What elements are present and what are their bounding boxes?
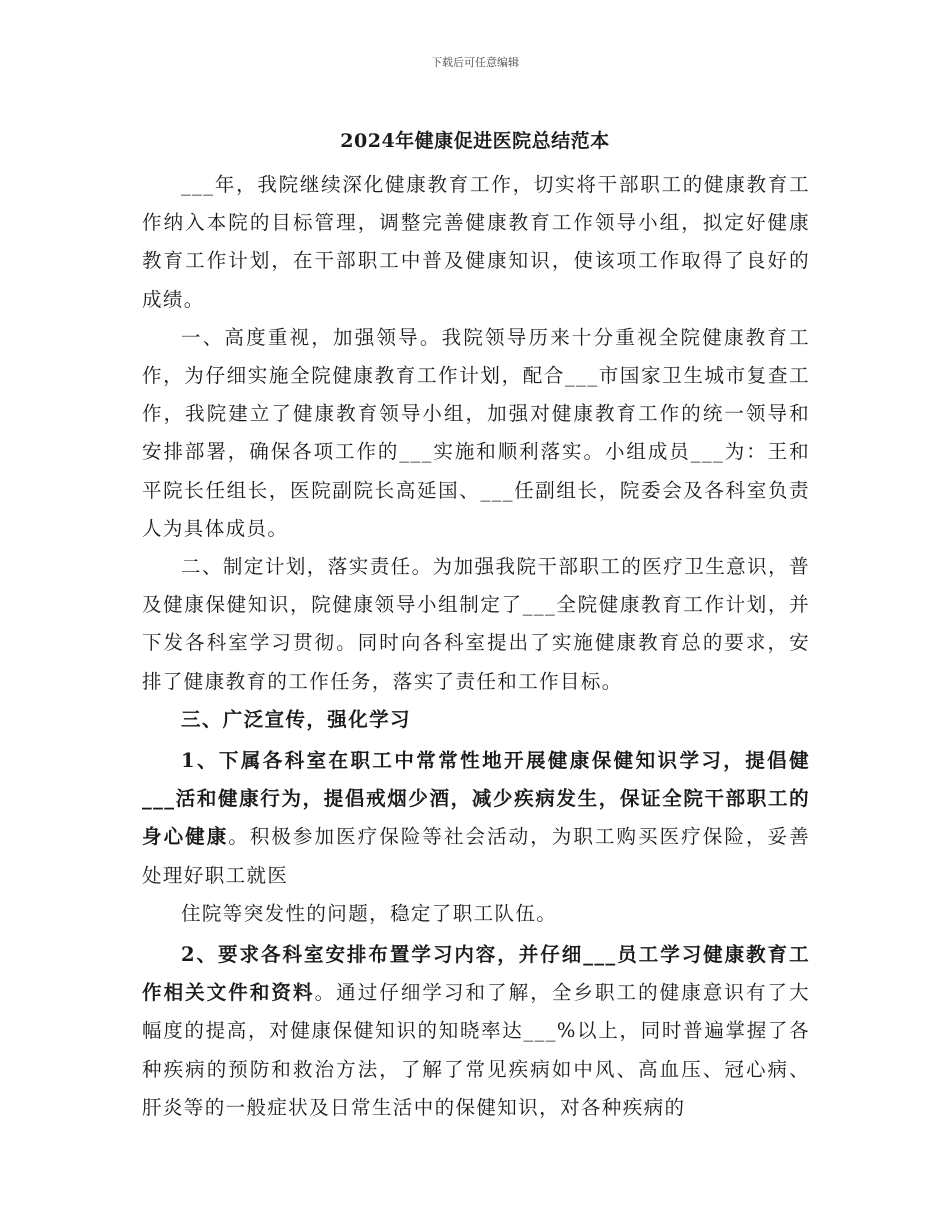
item-2-bold-text: 2、要求各科室安排布置学习内容，并仔细___员工学习健康教育工作相关文件和资料 bbox=[142, 943, 810, 1005]
item-1-bold-text: 1、下属各科室在职工中常常性地开展健康保健知识学习，提倡健___活和健康行为，提倡戒烟少酒，减少疾病发生，保证全院干部职工的身心健康 bbox=[142, 749, 810, 849]
paragraph-intro: ___年，我院继续深化健康教育工作，切实将干部职工的健康教育工作纳入本院的目标管理，调整完善健康教育工作领导小组，拟定好健康教育工作计划，在干部职工中普及健康知识，使该项工作取得了良好的成绩。 bbox=[142, 173, 810, 311]
document-title: 2024年健康促进医院总结范本 bbox=[340, 130, 610, 152]
item-1-rest-text: 。积极参加医疗保险等社会活动，为职工购买医疗保险，妥善处理好职工就医 bbox=[142, 825, 810, 887]
header-note: 下载后可任意编辑 bbox=[431, 56, 519, 69]
paragraph-item-2 bbox=[142, 936, 810, 1127]
paragraph-section-2: 二、制定计划，落实责任。为加强我院干部职工的医疗卫生意识，普及健康保健知识，院健康领导小组制定了___全院健康教育工作计划，并下发各科室学习贯彻。同时向各科室提出了实施健康教育总的要求，安排了健康教育的工作任务，落实了责任和工作目标。 bbox=[142, 555, 810, 693]
paragraph-item-1-cont: 住院等突发性的问题，稳定了职工队伍。 bbox=[181, 901, 558, 925]
section-heading-3: 三、广泛宣传，强化学习 bbox=[181, 707, 411, 731]
item-2-rest-text: 。通过仔细学习和了解，全乡职工的健康意识有了大幅度的提高，对健康保健知识的知晓率达___%以上，同时普遍掌握了各种疾病的预防和救治方法，了解了常见疾病如中风、高血压、冠心病、肝炎等的一般症状及日常生活中的保健知识，对各种疾病的 bbox=[142, 981, 810, 1119]
paragraph-section-1: 一、高度重视，加强领导。我院领导历来十分重视全院健康教育工作，为仔细实施全院健康教育工作计划，配合___市国家卫生城市复查工作，我院建立了健康教育领导小组，加强对健康教育工作的统一领导和安排部署，确保各项工作的___实施和顺利落实。小组成员___为：王和平院长任组长，医院副院长高延国、___任副组长，院委会及各科室负责人为具体成员。 bbox=[142, 325, 810, 540]
document-body bbox=[142, 166, 810, 1127]
paragraph-item-1 bbox=[142, 742, 810, 895]
